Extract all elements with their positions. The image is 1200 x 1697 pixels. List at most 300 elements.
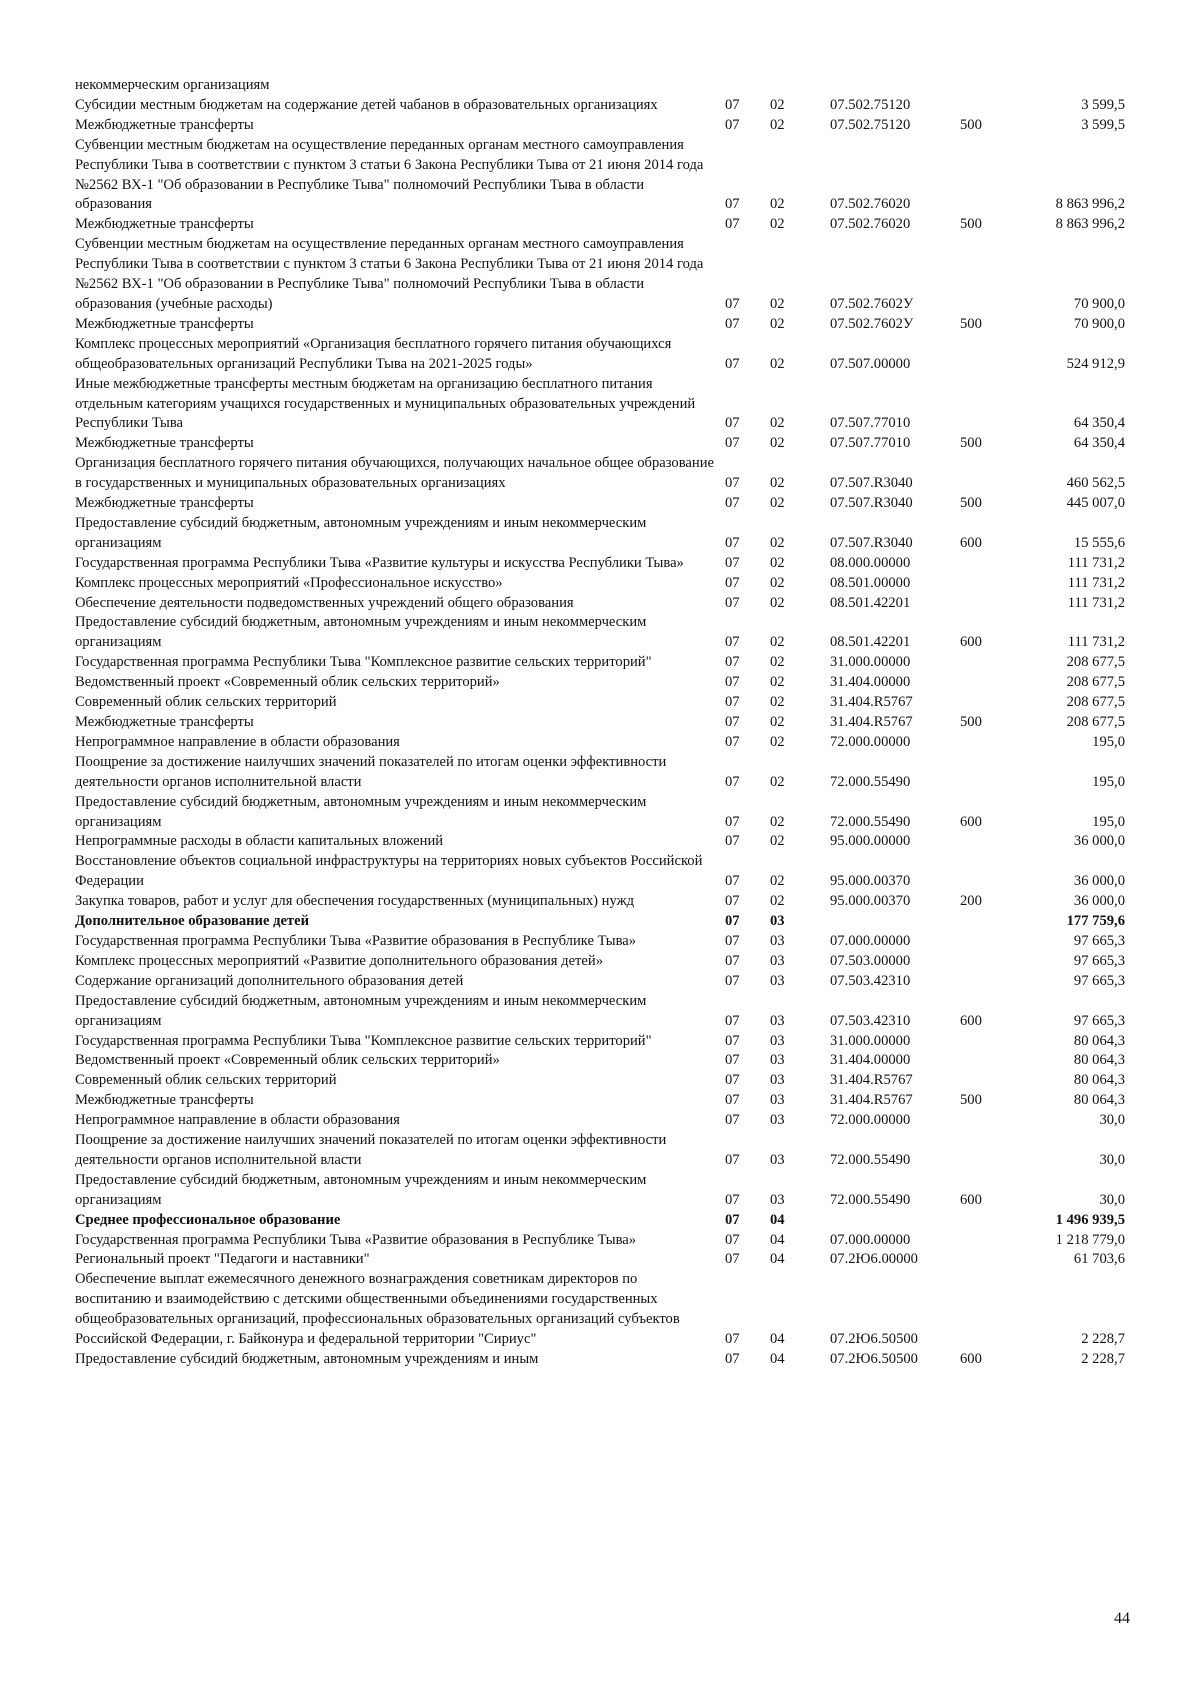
amount: 111 731,2 [1067,594,1125,611]
table-row [75,733,1125,753]
section-code: 07 [725,196,740,213]
target-article-code: 07.502.7602У [830,295,914,312]
amount: 1 218 779,0 [1055,1231,1125,1248]
amount: 80 064,3 [1073,1072,1125,1089]
row-name: Субвенции местным бюджетам на осуществление переданных органам местного самоуправления Республики Тыва в соответствии с пунктом 3 статьи 6 Закона Республики Тыва от 21 июня 2014 года №2562 ВХ-1 "Об образовании в Республике Тыва" полномочий Республики Тыва в области образования (учебные расходы) [75,236,704,312]
row-name: Региональный проект "Педагоги и наставники" [75,1251,370,1268]
subsection-code: 02 [770,96,785,113]
target-article-code: 08.000.00000 [830,554,911,571]
table-row [75,653,1125,673]
subsection-code: 02 [770,714,785,730]
expense-type-code: 500 [960,216,982,233]
section-code: 07 [725,574,740,591]
row-name: Непрограммные расходы в области капитальных вложений [75,833,444,850]
amount: 97 665,3 [1073,972,1125,989]
expense-type-code [960,653,1015,673]
table-row [75,1091,1125,1111]
subsection-code: 02 [770,415,785,432]
section-code: 07 [725,415,740,432]
target-article-code: 07.2Ю6.50500 [830,1331,918,1348]
target-article-code: 07.507.77010 [830,415,911,432]
subsection-code: 02 [770,833,785,850]
subsection-code: 04 [770,1231,785,1248]
amount: 36 000,0 [1073,893,1125,910]
expense-type-code: 600 [960,534,982,551]
expense-type-code [960,1211,1015,1231]
row-name: Государственная программа Республики Тыва «Развитие образования в Республике Тыва» [75,1231,637,1248]
target-article-code: 07.502.76020 [830,196,911,213]
row-name: Комплекс процессных мероприятий «Развитие дополнительного образования детей» [75,952,604,969]
expense-type-code [960,76,1015,96]
amount: 195,0 [1092,773,1125,790]
subsection-code: 02 [770,196,785,213]
expense-type-code [960,1270,1015,1350]
subsection-code: 02 [770,355,785,372]
row-name: Межбюджетные трансферты [75,435,254,452]
section-code: 07 [725,733,740,750]
subsection-code: 03 [770,1032,785,1049]
row-name: Межбюджетные трансферты [75,714,254,730]
section-code: 07 [725,1151,740,1168]
row-name: Обеспечение выплат ежемесячного денежного вознаграждения советникам директоров по воспитанию и взаимодействию с детскими общественными объединениями государственных общеобразовательных организаций, профессиональных образовательных организаций субъектов Российской Федерации, г. Байконура и федеральной территории "Сириус" [75,1271,680,1348]
target-article-code: 07.502.76020 [830,216,911,233]
expense-type-code [960,972,1015,992]
subsection-code: 02 [770,893,785,910]
subsection-code: 03 [770,1191,785,1208]
expense-type-code [960,235,1015,315]
section-code: 07 [725,714,740,730]
amount: 111 731,2 [1067,574,1125,591]
section-code: 07 [725,1331,740,1348]
table-row [75,673,1125,693]
section-code: 07 [725,116,740,133]
table-row [75,375,1125,435]
subsection-code: 02 [770,574,785,591]
subsection-code: 02 [770,594,785,611]
expense-type-code [960,912,1015,932]
section-code: 07 [725,315,740,332]
section-code: 07 [725,1251,740,1268]
section-code: 07 [725,972,740,989]
table-row [75,613,1125,653]
row-name: некоммерческим организациям [75,77,270,93]
row-name: Межбюджетные трансферты [75,495,254,512]
subsection-code: 02 [770,674,785,691]
subsection-code: 03 [770,972,785,989]
table-row [75,693,1125,713]
section-code: 07 [725,216,740,233]
table-row [75,892,1125,912]
section-code: 07 [725,694,740,711]
row-name: Иные межбюджетные трансферты местным бюджетам на организацию бесплатного питания отдельным категориям учащихся государственных и муниципальных образовательных учреждений Республики Тыва [75,375,696,432]
table-row [75,136,1125,216]
target-article-code: 72.000.00000 [830,1112,911,1129]
row-name: Государственная программа Республики Тыва «Развитие культуры и искусства Республики Тыва» [75,554,684,571]
row-name: Обеспечение деятельности подведомственных учреждений общего образования [75,594,574,611]
target-article-code: 72.000.55490 [830,1191,911,1208]
section-code: 07 [725,435,740,452]
amount: 36 000,0 [1073,873,1125,890]
section-code: 07 [725,594,740,611]
amount: 15 555,6 [1073,534,1125,551]
row-name: Предоставление субсидий бюджетным, автономным учреждениям и иным некоммерческим организациям [75,514,647,551]
subsection-code: 04 [770,1251,785,1268]
row-name: Субвенции местным бюджетам на осуществление переданных органам местного самоуправления Республики Тыва в соответствии с пунктом 3 статьи 6 Закона Республики Тыва от 21 июня 2014 года №2562 ВХ-1 "Об образовании в Республике Тыва" полномочий Республики Тыва в области образования [75,136,704,213]
subsection-code: 04 [770,1351,785,1367]
subsection-code: 02 [770,495,785,512]
expense-type-code [960,96,1015,116]
table-row [75,1350,1125,1370]
subsection-code: 02 [770,554,785,571]
subsection-code: 03 [770,1052,785,1069]
expense-type-code: 600 [960,634,982,651]
amount: 80 064,3 [1073,1052,1125,1069]
subsection-code [770,76,830,96]
expense-type-code: 500 [960,1092,982,1109]
amount: 97 665,3 [1073,952,1125,969]
expense-type-code: 500 [960,495,982,512]
row-name: Предоставление субсидий бюджетным, автономным учреждениям и иным некоммерческим организациям [75,793,647,830]
subsection-code: 02 [770,295,785,312]
section-code: 07 [725,1211,740,1228]
amount: 111 731,2 [1067,634,1125,651]
expense-type-code [960,1071,1015,1091]
expense-type-code [960,952,1015,972]
table-row [75,215,1125,235]
section-code: 07 [725,913,740,930]
expense-type-code [960,335,1015,375]
expense-type-code [960,832,1015,852]
section-code [725,76,770,96]
row-name: Предоставление субсидий бюджетным, автономным учреждениям и иным некоммерческим организациям [75,1171,647,1208]
amount: 208 677,5 [1066,674,1125,691]
target-article-code: 95.000.00370 [830,893,911,910]
expense-type-code [960,574,1015,594]
section-code: 07 [725,96,740,113]
target-article-code: 07.507.R3040 [830,475,913,492]
amount: 30,0 [1099,1191,1125,1208]
row-name: Восстановление объектов социальной инфраструктуры на территориях новых субъектов Российской Федерации [75,853,703,890]
expense-type-code [960,1111,1015,1131]
target-article-code: 07.503.00000 [830,952,911,969]
target-article-code: 07.502.75120 [830,96,911,113]
target-article-code: 08.501.00000 [830,574,911,591]
amount: 30,0 [1099,1151,1125,1168]
row-name: Межбюджетные трансферты [75,1092,254,1109]
table-row [75,1111,1125,1131]
table-row [75,235,1125,315]
subsection-code: 03 [770,952,785,969]
row-name: Современный облик сельских территорий [75,1072,337,1089]
table-row [75,1032,1125,1052]
subsection-code: 02 [770,873,785,890]
section-code: 07 [725,1231,740,1248]
target-article-code: 08.501.42201 [830,594,911,611]
amount: 80 064,3 [1073,1092,1125,1109]
expense-type-code [960,673,1015,693]
amount: 70 900,0 [1073,295,1125,312]
section-code: 07 [725,873,740,890]
section-code: 07 [725,1032,740,1049]
target-article-code: 07.503.42310 [830,1012,911,1029]
row-name: Содержание организаций дополнительного образования детей [75,972,464,989]
target-article-code: 72.000.55490 [830,1151,911,1168]
expense-type-code: 600 [960,1351,982,1367]
row-name: Субсидии местным бюджетам на содержание детей чабанов в образовательных организациях [75,96,658,113]
target-article-code: 31.404.00000 [830,674,911,691]
target-article-code: 31.404.R5767 [830,1072,913,1089]
row-name: Предоставление субсидий бюджетным, автономным учреждениям и иным некоммерческим организациям [75,614,647,651]
row-name: Поощрение за достижение наилучших значений показателей по итогам оценки эффективности деятельности органов исполнительной власти [75,1132,667,1168]
subsection-code: 02 [770,475,785,492]
amount: 195,0 [1092,813,1125,830]
expense-type-code: 600 [960,1191,982,1208]
amount: 208 677,5 [1066,694,1125,711]
row-name: Предоставление субсидий бюджетным, автономным учреждениям и иным некоммерческим организациям [75,992,647,1029]
section-code: 07 [725,893,740,910]
expense-type-code [960,693,1015,713]
target-article-code: 07.000.00000 [830,932,911,949]
table-row [75,832,1125,852]
expense-type-code: 500 [960,116,982,133]
section-code: 07 [725,773,740,790]
amount: 80 064,3 [1073,1032,1125,1049]
row-name: Межбюджетные трансферты [75,315,254,332]
section-code: 07 [725,1351,740,1367]
amount: 70 900,0 [1073,315,1125,332]
section-code: 07 [725,295,740,312]
expense-type-code [960,1032,1015,1052]
target-article-code: 31.404.R5767 [830,694,913,711]
amount: 460 562,5 [1066,475,1125,492]
amount: 208 677,5 [1066,654,1125,671]
target-article-code: 95.000.00370 [830,873,911,890]
expense-type-code [960,753,1015,793]
target-article-code: 31.404.R5767 [830,1092,913,1109]
table-row [75,574,1125,594]
row-name: Поощрение за достижение наилучших значений показателей по итогам оценки эффективности деятельности органов исполнительной власти [75,753,667,790]
section-code: 07 [725,534,740,551]
table-row [75,335,1125,375]
row-name: Закупка товаров, работ и услуг для обеспечения государственных (муниципальных) нужд [75,893,635,910]
amount: 61 703,6 [1073,1251,1125,1268]
table-row [75,1071,1125,1091]
amount: 3 599,5 [1081,96,1125,113]
section-code: 07 [725,952,740,969]
amount: 64 350,4 [1073,415,1125,432]
row-name: Непрограммное направление в области образования [75,1112,400,1129]
page-number: 44 [1114,1610,1130,1627]
amount: 30,0 [1099,1112,1125,1129]
table-row [75,454,1125,494]
expense-type-code [960,932,1015,952]
section-code: 07 [725,475,740,492]
amount: 3 599,5 [1081,116,1125,133]
table-row [75,793,1125,833]
subsection-code: 03 [770,1072,785,1089]
target-article-code: 08.501.42201 [830,634,911,651]
subsection-code: 02 [770,116,785,133]
table-row [75,992,1125,1032]
table-row [75,554,1125,574]
expense-type-code: 500 [960,714,982,730]
section-code: 07 [725,634,740,651]
row-name: Комплекс процессных мероприятий «Профессиональное искусство» [75,574,503,591]
expense-type-code [960,733,1015,753]
row-name: Государственная программа Республики Тыва "Комплексное развитие сельских территорий" [75,1032,652,1049]
table-row [75,514,1125,554]
amount: 2 228,7 [1081,1331,1125,1348]
subsection-code: 03 [770,1092,785,1109]
amount: 111 731,2 [1067,554,1125,571]
amount: 97 665,3 [1073,1012,1125,1029]
section-code: 07 [725,654,740,671]
amount: 445 007,0 [1066,495,1125,512]
section-code: 07 [725,1052,740,1069]
table-row [75,494,1125,514]
amount [1015,76,1125,96]
table-row [75,594,1125,614]
row-name: Современный облик сельских территорий [75,694,337,711]
row-name: Ведомственный проект «Современный облик сельских территорий» [75,674,500,691]
expense-type-code: 600 [960,813,982,830]
row-name: Государственная программа Республики Тыва "Комплексное развитие сельских территорий" [75,654,652,671]
section-code: 07 [725,1191,740,1208]
row-name: Комплекс процессных мероприятий «Организация бесплатного горячего питания обучающихся общеобразовательных организаций Республики Тыва на 2021-2025 годы» [75,335,672,372]
subsection-code: 04 [770,1211,785,1228]
target-article-code [830,76,960,96]
section-code: 07 [725,674,740,691]
section-code: 07 [725,1012,740,1029]
expense-type-code [960,454,1015,494]
subsection-code: 02 [770,534,785,551]
target-article-code: 07.507.R3040 [830,495,913,512]
row-name: Предоставление субсидий бюджетным, автономным учреждениям и иным [75,1351,539,1367]
row-name: Межбюджетные трансферты [75,216,254,233]
table-row [75,1231,1125,1251]
table-row [75,852,1125,892]
table-row [75,1171,1125,1211]
target-article-code: 31.000.00000 [830,1032,911,1049]
target-article-code: 07.000.00000 [830,1231,911,1248]
section-code: 07 [725,1112,740,1129]
amount: 8 863 996,2 [1055,216,1125,233]
target-article-code: 07.503.42310 [830,972,911,989]
target-article-code: 07.502.75120 [830,116,911,133]
expense-type-code: 600 [960,1012,982,1029]
subsection-code: 02 [770,694,785,711]
row-name: Дополнительное образование детей [75,913,309,930]
target-article-code: 72.000.55490 [830,773,911,790]
expense-type-code [960,554,1015,574]
expense-type-code [960,375,1015,435]
amount: 36 000,0 [1073,833,1125,850]
table-row [75,753,1125,793]
section-code: 07 [725,355,740,372]
row-name: Непрограммное направление в области образования [75,733,400,750]
row-name: Государственная программа Республики Тыва «Развитие образования в Республике Тыва» [75,932,637,949]
target-article-code: 07.2Ю6.00000 [830,1251,918,1268]
subsection-code: 04 [770,1331,785,1348]
expense-type-code [960,594,1015,614]
row-name: Среднее профессиональное образование [75,1211,341,1228]
amount: 195,0 [1092,733,1125,750]
subsection-code: 02 [770,216,785,233]
amount: 97 665,3 [1073,932,1125,949]
target-article-code: 31.000.00000 [830,654,911,671]
section-code: 07 [725,1072,740,1089]
target-article-code: 72.000.55490 [830,813,911,830]
subsection-code: 02 [770,435,785,452]
target-article-code [830,1211,960,1231]
table-row [75,96,1125,116]
target-article-code [830,912,960,932]
subsection-code: 03 [770,913,785,930]
table-row [75,76,1125,96]
target-article-code: 72.000.00000 [830,733,911,750]
target-article-code: 07.507.00000 [830,355,911,372]
expense-type-code [960,1051,1015,1071]
subsection-code: 03 [770,1012,785,1029]
amount: 1 496 939,5 [1055,1211,1125,1228]
section-code: 07 [725,833,740,850]
amount: 64 350,4 [1073,435,1125,452]
section-code: 07 [725,495,740,512]
table-row [75,434,1125,454]
section-code: 07 [725,813,740,830]
amount: 524 912,9 [1066,355,1125,372]
amount: 177 759,6 [1066,913,1125,930]
expense-type-code: 500 [960,315,982,332]
target-article-code: 07.507.R3040 [830,534,913,551]
table-row [75,1131,1125,1171]
expense-type-code: 200 [960,893,982,910]
expense-type-code [960,1131,1015,1171]
subsection-code: 03 [770,932,785,949]
subsection-code: 02 [770,315,785,332]
table-row [75,912,1125,932]
subsection-code: 03 [770,1151,785,1168]
table-row [75,1051,1125,1071]
expense-type-code [960,1231,1015,1251]
subsection-code: 02 [770,813,785,830]
amount: 8 863 996,2 [1055,196,1125,213]
target-article-code: 31.404.00000 [830,1052,911,1069]
target-article-code: 31.404.R5767 [830,714,913,730]
table-row [75,1270,1125,1350]
row-name: Межбюджетные трансферты [75,116,254,133]
amount: 208 677,5 [1066,714,1125,730]
subsection-code: 02 [770,773,785,790]
row-name: Организация бесплатного горячего питания обучающихся, получающих начальное общее образование в государственных и муниципальных образовательных организациях [75,455,714,492]
section-code: 07 [725,554,740,571]
amount: 2 228,7 [1081,1351,1125,1367]
table-row [75,1211,1125,1231]
section-code: 07 [725,1092,740,1109]
expense-type-code [960,136,1015,216]
budget-table [75,76,1125,1370]
expense-type-code [960,1250,1015,1270]
target-article-code: 95.000.00000 [830,833,911,850]
table-row [75,713,1125,733]
section-code: 07 [725,932,740,949]
subsection-code: 03 [770,1112,785,1129]
expense-type-code: 500 [960,435,982,452]
expense-type-code [960,852,1015,892]
subsection-code: 02 [770,654,785,671]
target-article-code: 07.502.7602У [830,315,914,332]
table-row [75,116,1125,136]
